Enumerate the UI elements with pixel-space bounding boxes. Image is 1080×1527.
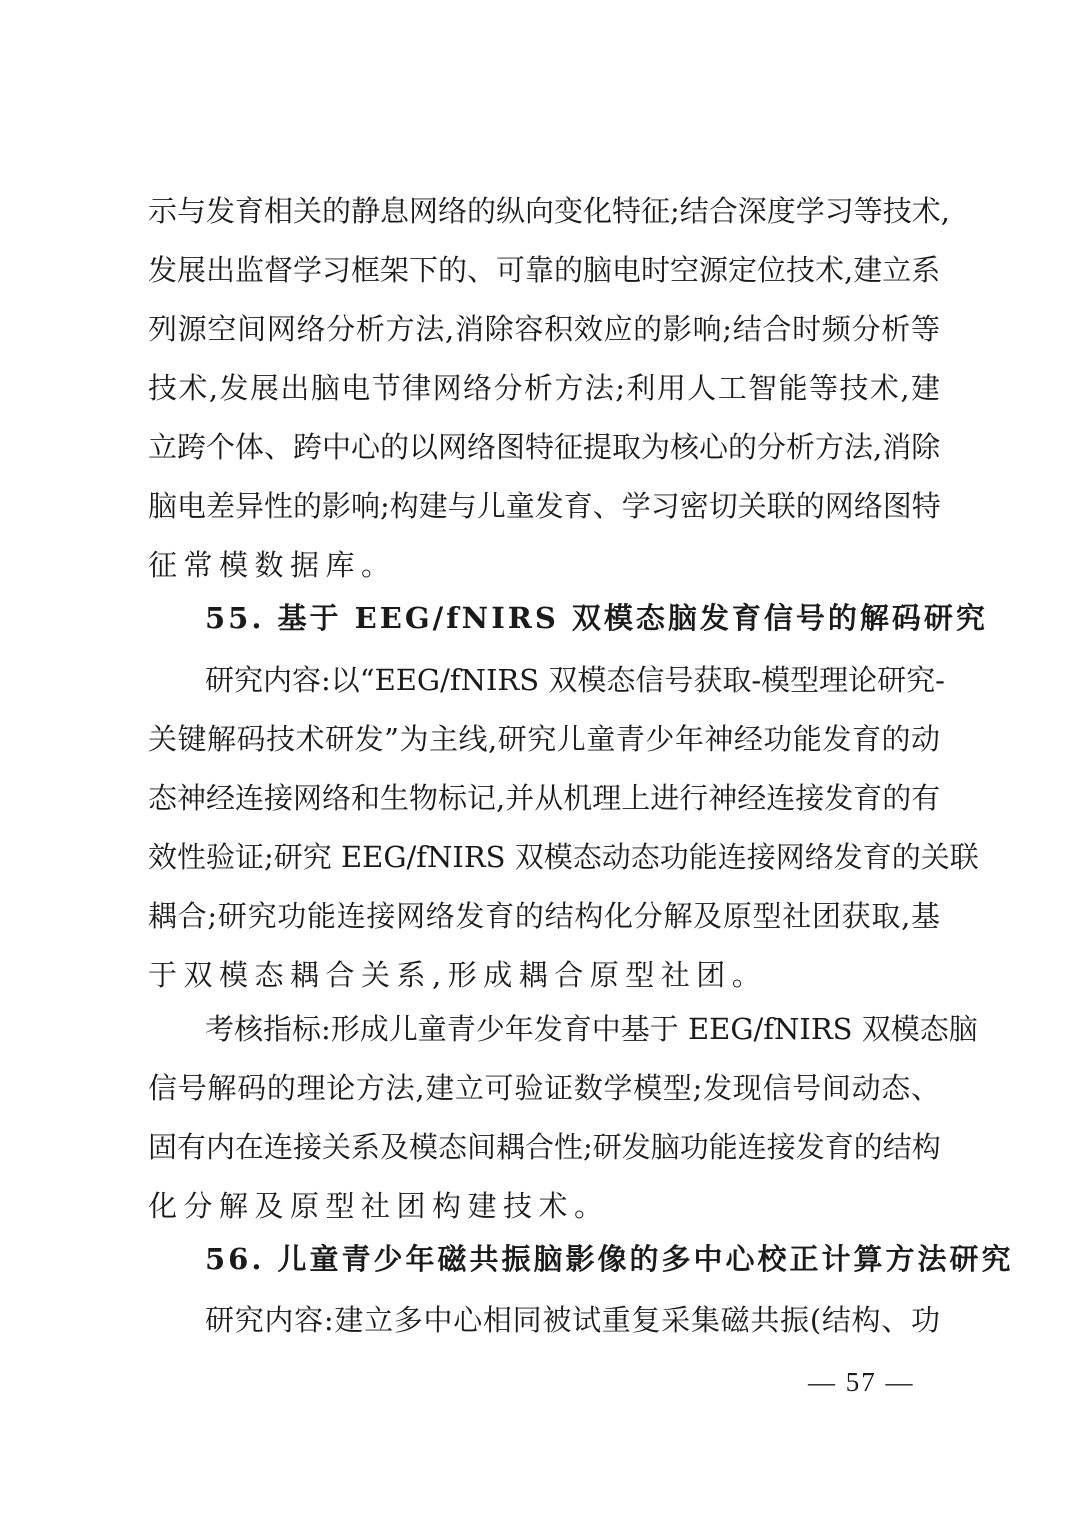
paragraph-line: 技术,发展出脑电节律网络分析方法;利用人工智能等技术,建 bbox=[148, 371, 940, 405]
research-content-line: 于双模态耦合关系,形成耦合原型社团。 bbox=[148, 958, 768, 992]
section-heading-56: 56. 儿童青少年磁共振脑影像的多中心校正计算方法研究 bbox=[205, 1242, 1014, 1276]
assessment-line: 化分解及原型社团构建技术。 bbox=[148, 1189, 610, 1223]
research-content-line: 耦合;研究功能连接网络发育的结构化分解及原型社团获取,基 bbox=[148, 899, 940, 933]
research-content-line: 效性验证;研究 EEG/fNIRS 双模态动态功能连接网络发育的关联 bbox=[148, 840, 979, 874]
research-content-line: 研究内容:以“EEG/fNIRS 双模态信号获取-模型理论研究- bbox=[205, 663, 945, 697]
assessment-line: 考核指标:形成儿童青少年发育中基于 EEG/fNIRS 双模态脑 bbox=[205, 1012, 978, 1046]
research-content-line: 研究内容:建立多中心相同被试重复采集磁共振(结构、功 bbox=[205, 1303, 940, 1337]
assessment-line: 固有内在连接关系及模态间耦合性;研发脑功能连接发育的结构 bbox=[148, 1130, 941, 1164]
paragraph-line: 脑电差异性的影响;构建与儿童发育、学习密切关联的网络图特 bbox=[148, 489, 941, 523]
paragraph-line: 征常模数据库。 bbox=[148, 548, 397, 582]
page-number: — 57 — bbox=[808, 1367, 915, 1397]
paragraph-line: 立跨个体、跨中心的以网络图特征提取为核心的分析方法,消除 bbox=[148, 430, 941, 464]
paragraph-line: 发展出监督学习框架下的、可靠的脑电时空源定位技术,建立系 bbox=[148, 253, 941, 287]
assessment-line: 信号解码的理论方法,建立可验证数学模型;发现信号间动态、 bbox=[148, 1071, 940, 1105]
research-content-line: 关键解码技术研发”为主线,研究儿童青少年神经功能发育的动 bbox=[148, 722, 940, 756]
research-content-line: 态神经连接网络和生物标记,并从机理上进行神经连接发育的有 bbox=[148, 781, 941, 815]
section-heading-55: 55. 基于 EEG/fNIRS 双模态脑发育信号的解码研究 bbox=[205, 601, 988, 635]
paragraph-line: 列源空间网络分析方法,消除容积效应的影响;结合时频分析等 bbox=[148, 312, 940, 346]
paragraph-line: 示与发育相关的静息网络的纵向变化特征;结合深度学习等技术, bbox=[148, 194, 950, 228]
